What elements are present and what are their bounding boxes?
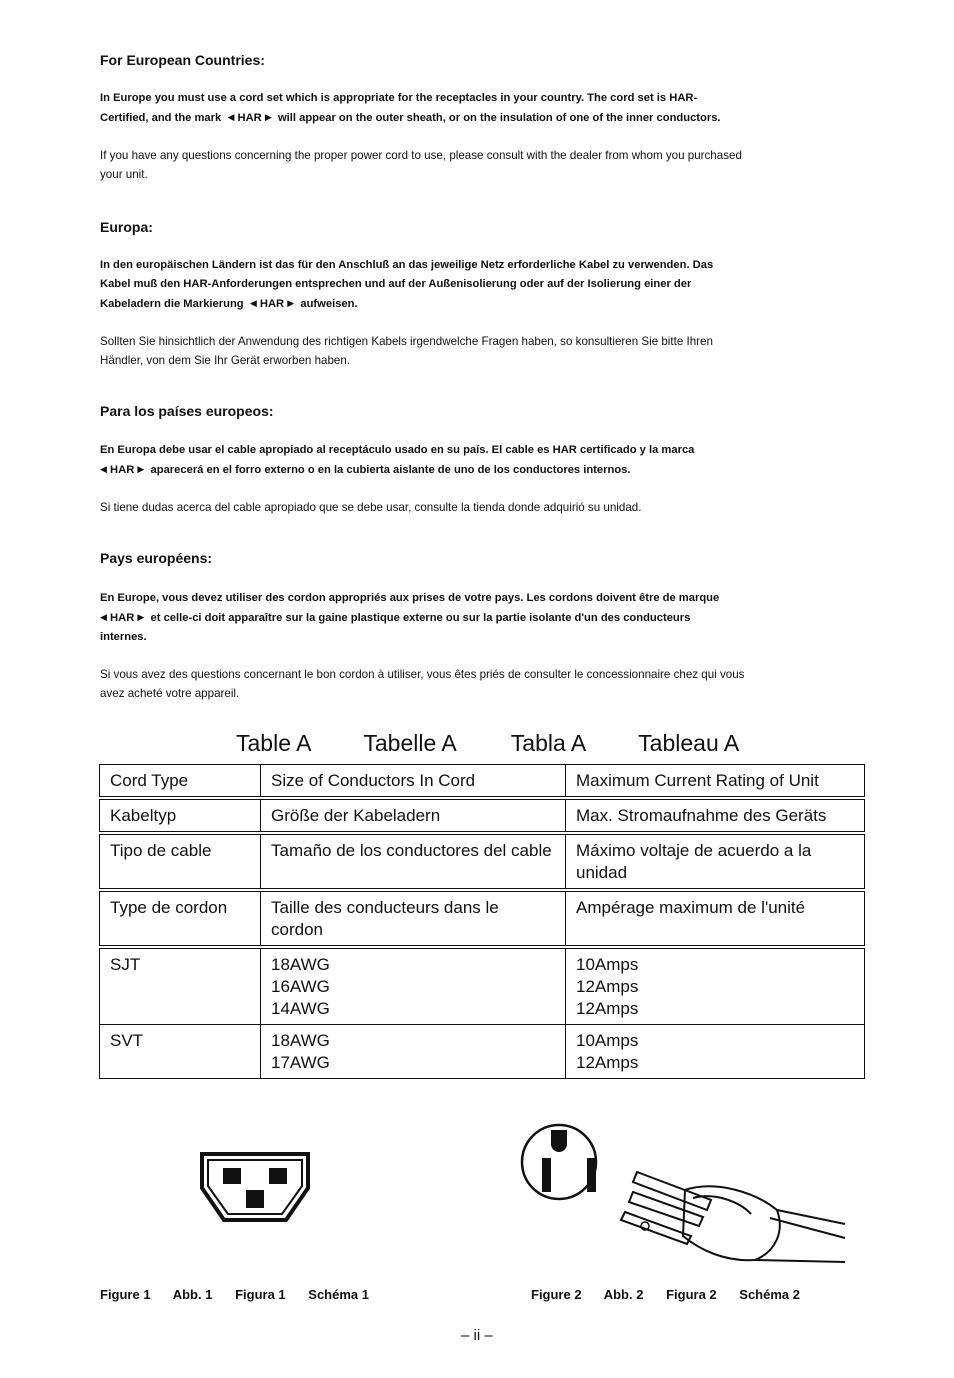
table-cell: Cord Type [100,765,261,799]
table-title-es: Tabla A [510,730,587,756]
har-left-triangle-icon: ◀ [227,112,235,122]
table-cell: Maximum Current Rating of Unit [566,765,865,799]
text-line: Kabel muß den HAR-Anforderungen entsprechen und auf der Außenisolierung oder auf der Isolierung einer der [100,278,692,290]
cell-line: 17AWG [271,1053,330,1072]
table-cell: Größe der Kabeladern [261,798,566,833]
text-line: In Europe you must use a cord set which is appropriate for the receptacles in your country. The cord set is HAR- [100,92,698,104]
table-cell: SJT [100,947,261,1025]
text-line: Si vous avez des questions concernant le bon cordon à utiliser, vous êtes priés de consulter le concessionnaire chez qui vous [100,668,745,681]
text-line: Sollten Sie hinsichtlich der Anwendung des richtigen Kabels irgendwelche Fragen haben, so konsultieren Sie bitte Ihren [100,335,713,348]
text-line: internes. [100,631,147,643]
text-line: Kabeladern die Markierung [100,298,244,310]
table-header-row-en [100,765,865,799]
table-cell: Type de cordon [100,890,261,947]
table-cell: Tipo de cable [100,833,261,890]
caption-part: Schéma 1 [308,1287,369,1302]
caption-part: Figure 1 [100,1287,151,1302]
table-header-row-fr [100,890,865,947]
cell-line: 12Amps [576,1053,639,1072]
paragraph-european-countries-bold [100,89,870,128]
table-titles [236,730,739,757]
caption-part: Figura 2 [666,1287,717,1302]
har-left-triangle-icon: ◀ [100,612,107,622]
text-line: et celle-ci doit apparaître sur la gaine plastique externe ou sur la partie isolante d'un des conducteurs [150,612,691,624]
har-mark-text: HAR [110,612,135,624]
har-left-triangle-icon: ◀ [100,464,107,474]
table-cell [566,947,865,1025]
table-title-en: Table A [236,730,312,756]
table-cell: SVT [100,1025,261,1079]
text-line: Händler, von dem Sie Ihr Gerät erworben haben. [100,354,351,367]
table-cell: Ampérage maximum de l'unité [566,890,865,947]
text-line: avez acheté votre appareil. [100,687,240,700]
table-cell [261,947,566,1025]
table-cell: Max. Stromaufnahme des Geräts [566,798,865,833]
caption-part: Figura 1 [235,1287,286,1302]
text-line: your unit. [100,168,148,181]
paragraph-para-los-paises [100,498,870,517]
cell-line: 16AWG [271,977,330,996]
text-line: Certified, and the mark [100,112,222,124]
text-line: En Europa debe usar el cable apropiado al receptáculo usado en su país. El cable es HAR certificado y la marca [100,444,695,456]
paragraph-european-countries [100,146,870,184]
table-cell: Taille des conducteurs dans le cordon [261,890,566,947]
paragraph-para-los-paises-bold [100,441,870,480]
iec-connector-icon [190,1148,320,1230]
nema-plug-icon [515,1112,855,1272]
har-left-triangle-icon: ◀ [249,298,257,308]
table-cell: Máximo voltaje de acuerdo a la unidad [566,833,865,890]
har-mark-text: HAR [237,112,262,124]
table-cell: Size of Conductors In Cord [261,765,566,799]
cell-line: 14AWG [271,999,330,1018]
table-header-row-es [100,833,865,890]
text-line: will appear on the outer sheath, or on the insulation of one of the inner conductors. [277,112,721,124]
cell-line: 10Amps [576,955,639,974]
har-right-triangle-icon: ▶ [264,112,272,122]
heading-european-countries: For European Countries: [100,52,265,68]
table-cell: Kabeltyp [100,798,261,833]
table-cell [566,1025,865,1079]
cell-line: 18AWG [271,1031,330,1050]
table-cell [261,1025,566,1079]
table-title-fr: Tableau A [638,730,740,756]
table-row-svt [100,1025,865,1079]
caption-part: Figure 2 [531,1287,582,1302]
cell-line: 18AWG [271,955,330,974]
table-header-row-de [100,798,865,833]
figure2-caption [531,1287,819,1302]
table-title-de: Tabelle A [363,730,457,756]
text-line: Si tiene dudas acerca del cable apropiado que se debe usar, consulte la tienda donde adquirió su unidad. [100,501,642,514]
cell-line: 12Amps [576,999,639,1018]
figure1-caption [100,1287,388,1302]
paragraph-pays-europeens-bold [100,589,870,647]
cell-line: 12Amps [576,977,639,996]
heading-para-los-paises: Para los países europeos: [100,403,274,419]
text-line: If you have any questions concerning the proper power cord to use, please consult with the dealer from whom you purchased [100,149,742,162]
table-cell: Tamaño de los conductores del cable [261,833,566,890]
table-row-sjt [100,947,865,1025]
text-line: aparecerá en el forro externo o en la cubierta aislante de uno de los conductores internos. [150,464,631,476]
caption-part: Abb. 2 [603,1287,644,1302]
text-line: En Europe, vous devez utiliser des cordon appropriés aux prises de votre pays. Les cordons doivent être de marque [100,592,720,604]
heading-europa: Europa: [100,219,153,235]
cord-table [99,764,865,1079]
cell-line: 10Amps [576,1031,639,1050]
heading-pays-europeens: Pays européens: [100,550,213,566]
paragraph-europa [100,332,870,370]
paragraph-pays-europeens [100,665,870,703]
har-mark-text: HAR [259,298,285,310]
text-line: In den europäischen Ländern ist das für den Anschluß an das jeweilige Netz erforderliche Kabel zu verwenden. Das [100,259,714,271]
har-right-triangle-icon: ▶ [137,612,145,622]
text-line: aufweisen. [300,298,358,310]
page-number: – ii – [461,1327,493,1344]
caption-part: Abb. 1 [172,1287,213,1302]
har-right-triangle-icon: ▶ [287,298,295,308]
paragraph-europa-bold [100,256,870,314]
har-mark-text: HAR [110,464,135,476]
caption-part: Schéma 2 [739,1287,800,1302]
har-right-triangle-icon: ▶ [137,464,145,474]
